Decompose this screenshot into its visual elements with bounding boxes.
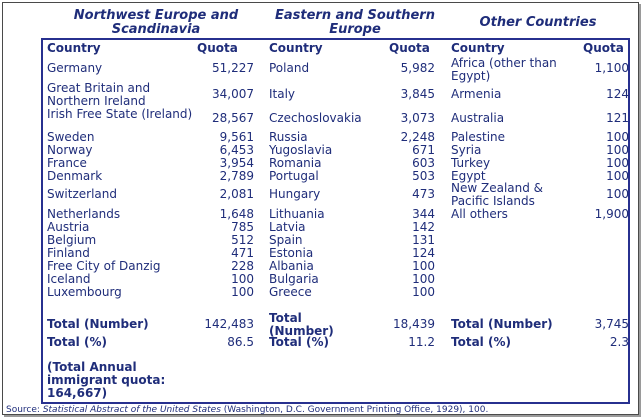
header-country-nw: Country <box>47 41 101 55</box>
other-country-cell: Australia <box>451 111 505 125</box>
header-country-es: Country <box>269 41 323 55</box>
es-total-percent: 11.2 <box>408 335 435 349</box>
nw-country-cell: Free City of Danzig <box>47 259 161 273</box>
other-country-cell: Africa (other than Egypt) <box>451 56 557 83</box>
es-total-percent-label: Total (%) <box>269 335 329 349</box>
annual-total-note: (Total Annual immigrant quota: 164,667) <box>47 360 166 400</box>
other-country-cell: Egypt <box>451 169 486 183</box>
nw-country-cell: Irish Free State (Ireland) <box>47 107 193 121</box>
other-country-cell: Turkey <box>451 156 491 170</box>
nw-total-number-label: Total (Number) <box>47 317 149 331</box>
nw-quota-cell: 28,567 <box>212 111 254 125</box>
other-quota-cell: 121 <box>606 111 629 125</box>
es-country-cell: Poland <box>269 61 310 75</box>
region-title-northwest: Northwest Europe and Scandinavia <box>73 8 239 37</box>
es-country-cell: Spain <box>269 233 303 247</box>
other-quota-cell: 100 <box>606 130 629 144</box>
other-quota-cell: 100 <box>606 187 629 201</box>
es-quota-cell: 671 <box>412 143 435 157</box>
nw-country-cell: Luxembourg <box>47 285 122 299</box>
es-country-cell: Czechoslovakia <box>269 111 362 125</box>
other-quota-cell: 100 <box>606 156 629 170</box>
nw-quota-cell: 100 <box>231 272 254 286</box>
other-total-number-label: Total (Number) <box>451 317 553 331</box>
header-quota-es: Quota <box>389 41 430 55</box>
nw-quota-cell: 228 <box>231 259 254 273</box>
nw-quota-cell: 3,954 <box>219 156 254 170</box>
es-country-cell: Romania <box>269 156 322 170</box>
nw-quota-cell: 51,227 <box>212 61 254 75</box>
nw-quota-cell: 100 <box>231 285 254 299</box>
es-quota-cell: 344 <box>412 207 435 221</box>
es-quota-cell: 100 <box>412 259 435 273</box>
other-total-number: 3,745 <box>594 317 629 331</box>
es-country-cell: Hungary <box>269 187 321 201</box>
nw-country-cell: Austria <box>47 220 90 234</box>
source-citation: Source: Statistical Abstract of the United States (Washington, D.C. Government Printing Office, 1929), 100. <box>6 405 489 415</box>
nw-country-cell: Great Britain and Northern Ireland <box>47 81 151 108</box>
other-total-percent-label: Total (%) <box>451 335 511 349</box>
nw-quota-cell: 1,648 <box>219 207 254 221</box>
es-total-number: 18,439 <box>393 317 435 331</box>
nw-quota-cell: 9,561 <box>219 130 254 144</box>
nw-country-cell: Finland <box>47 246 90 260</box>
nw-country-cell: Switzerland <box>47 187 117 201</box>
other-country-cell: All others <box>451 207 508 221</box>
nw-total-number: 142,483 <box>204 317 254 331</box>
nw-country-cell: Belgium <box>47 233 97 247</box>
es-quota-cell: 3,073 <box>400 111 435 125</box>
es-total-number-label: Total (Number) <box>269 311 334 338</box>
other-quota-cell: 100 <box>606 143 629 157</box>
es-quota-cell: 100 <box>412 285 435 299</box>
other-country-cell: Palestine <box>451 130 506 144</box>
es-country-cell: Estonia <box>269 246 314 260</box>
nw-country-cell: Denmark <box>47 169 103 183</box>
other-country-cell: Armenia <box>451 87 502 101</box>
nw-country-cell: Netherlands <box>47 207 121 221</box>
es-quota-cell: 473 <box>412 187 435 201</box>
es-country-cell: Russia <box>269 130 308 144</box>
header-country-other: Country <box>451 41 505 55</box>
nw-quota-cell: 2,081 <box>219 187 254 201</box>
other-quota-cell: 1,900 <box>594 207 629 221</box>
es-quota-cell: 124 <box>412 246 435 260</box>
nw-country-cell: Sweden <box>47 130 95 144</box>
header-quota-other: Quota <box>583 41 624 55</box>
nw-quota-cell: 512 <box>231 233 254 247</box>
header-quota-nw: Quota <box>197 41 238 55</box>
nw-total-percent-label: Total (%) <box>47 335 107 349</box>
es-country-cell: Greece <box>269 285 312 299</box>
es-quota-cell: 100 <box>412 272 435 286</box>
other-quota-cell: 100 <box>606 169 629 183</box>
es-quota-cell: 603 <box>412 156 435 170</box>
nw-country-cell: Norway <box>47 143 93 157</box>
other-quota-cell: 1,100 <box>594 61 629 75</box>
es-quota-cell: 5,982 <box>400 61 435 75</box>
nw-quota-cell: 2,789 <box>219 169 254 183</box>
es-country-cell: Lithuania <box>269 207 325 221</box>
region-title-eastern-southern: Eastern and Southern Europe <box>275 8 435 37</box>
other-country-cell: New Zealand & Pacific Islands <box>451 181 544 208</box>
nw-quota-cell: 6,453 <box>219 143 254 157</box>
nw-country-cell: Iceland <box>47 272 91 286</box>
es-quota-cell: 3,845 <box>400 87 435 101</box>
nw-country-cell: Germany <box>47 61 103 75</box>
nw-country-cell: France <box>47 156 87 170</box>
nw-quota-cell: 785 <box>231 220 254 234</box>
nw-quota-cell: 34,007 <box>212 87 254 101</box>
es-country-cell: Italy <box>269 87 296 101</box>
es-country-cell: Yugoslavia <box>269 143 333 157</box>
es-quota-cell: 2,248 <box>400 130 435 144</box>
other-quota-cell: 124 <box>606 87 629 101</box>
nw-total-percent: 86.5 <box>227 335 254 349</box>
region-title-other: Other Countries <box>479 15 597 30</box>
es-quota-cell: 503 <box>412 169 435 183</box>
es-quota-cell: 131 <box>412 233 435 247</box>
es-quota-cell: 142 <box>412 220 435 234</box>
es-country-cell: Albania <box>269 259 314 273</box>
other-total-percent: 2.3 <box>609 335 629 349</box>
es-country-cell: Portugal <box>269 169 319 183</box>
es-country-cell: Latvia <box>269 220 306 234</box>
nw-quota-cell: 471 <box>231 246 254 260</box>
es-country-cell: Bulgaria <box>269 272 319 286</box>
other-country-cell: Syria <box>451 143 482 157</box>
